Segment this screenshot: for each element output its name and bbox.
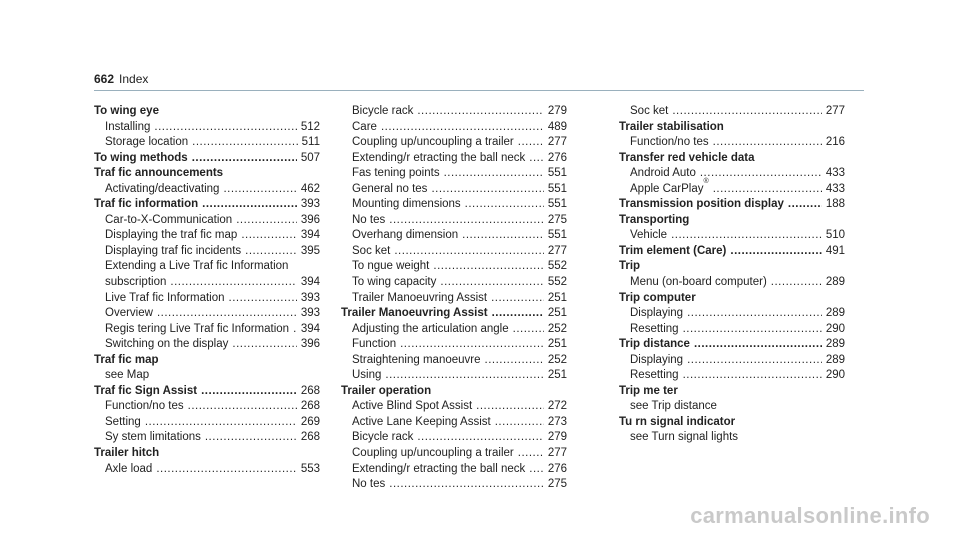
dot-leader <box>771 275 822 291</box>
index-subentry <box>341 446 567 462</box>
page-reference: 510 <box>825 229 845 242</box>
dot-leader <box>440 275 543 291</box>
index-subentry <box>94 275 320 291</box>
index-subentry <box>341 353 567 369</box>
entry-text: No tes <box>352 213 386 226</box>
index-subentry <box>94 399 320 415</box>
index-subentry <box>341 213 567 229</box>
index-heading <box>619 197 845 213</box>
page-reference: 272 <box>547 400 567 413</box>
index-subentry <box>341 415 567 431</box>
section-title: Index <box>119 72 149 86</box>
index-heading <box>341 306 567 322</box>
entry-text: To ngue weight <box>352 260 430 273</box>
entry-text: Transmission position display <box>619 198 784 211</box>
entry-text: Trailer operation <box>341 384 432 397</box>
entry-text: General no tes <box>352 182 428 195</box>
index-heading <box>94 104 320 120</box>
entry-text: Transfer red vehicle data <box>619 151 755 164</box>
entry-text: Vehicle <box>630 229 668 242</box>
entry-text: Displaying the traf fic map <box>105 229 238 242</box>
page-reference: 277 <box>547 136 567 149</box>
entry-text: see Map <box>105 369 150 382</box>
page-reference: 511 <box>301 136 320 149</box>
index-subentry <box>341 462 567 478</box>
index-subentry <box>619 177 845 198</box>
page-reference: 252 <box>547 322 567 335</box>
page-reference: 252 <box>547 353 567 366</box>
index-column-3 <box>619 104 845 446</box>
page-reference: 251 <box>547 307 567 320</box>
page-reference: 277 <box>547 447 567 460</box>
page-reference: 269 <box>300 415 320 428</box>
dot-leader <box>417 430 543 446</box>
page-reference: 268 <box>300 431 320 444</box>
entry-text: Live Traf fic Information <box>105 291 225 304</box>
entry-text: Trip distance <box>619 338 690 351</box>
entry-text: Trailer stabilisation <box>619 120 724 133</box>
entry-text: Menu (on-board computer) <box>630 276 767 289</box>
dot-leader <box>433 259 543 275</box>
dot-leader <box>683 368 822 384</box>
dot-leader <box>485 353 544 369</box>
dot-leader <box>192 135 298 151</box>
entry-text: Switching on the display <box>105 338 229 351</box>
page-reference: 290 <box>825 322 845 335</box>
index-heading <box>619 415 845 431</box>
entry-text: Resetting <box>630 369 679 382</box>
page-reference: 551 <box>547 167 567 180</box>
index-subentry <box>94 306 320 322</box>
entry-text: Axle load <box>105 462 153 475</box>
index-heading <box>619 337 845 353</box>
page-reference: 289 <box>825 353 845 366</box>
page-reference: 290 <box>825 369 845 382</box>
page-reference: 216 <box>825 136 845 149</box>
index-subentry <box>94 337 320 353</box>
index-column-2 <box>341 104 567 493</box>
dot-leader <box>788 197 822 213</box>
index-heading <box>94 384 320 400</box>
page-reference: 433 <box>825 167 845 180</box>
index-subentry <box>94 135 320 151</box>
entry-text: Extending/r etracting the ball neck <box>352 462 526 475</box>
entry-text: Function/no tes <box>630 136 709 149</box>
index-heading <box>341 384 567 400</box>
index-subentry <box>341 430 567 446</box>
page-reference: 277 <box>825 105 845 117</box>
dot-leader <box>687 353 822 369</box>
index-heading <box>619 120 845 136</box>
entry-text: Coupling up/uncoupling a trailer <box>352 447 514 460</box>
index-subentry <box>619 275 845 291</box>
dot-leader <box>394 244 543 260</box>
dot-leader <box>687 306 822 322</box>
entry-text: Traf fic information <box>94 198 199 211</box>
page-reference: 251 <box>547 369 567 382</box>
dot-leader <box>389 213 544 229</box>
page-reference: 551 <box>547 198 567 211</box>
entry-text: Overview <box>105 307 153 320</box>
registered-mark: ® <box>703 177 709 185</box>
index-subentry <box>341 259 567 275</box>
entry-text: Function/no tes <box>105 400 184 413</box>
entry-text: Extending a Live Traf fic Information <box>105 260 289 273</box>
entry-text: To wing eye <box>94 105 159 117</box>
index-column-1 <box>94 104 320 477</box>
dot-leader <box>201 384 297 400</box>
index-subentry <box>94 291 320 307</box>
dot-leader <box>170 275 296 291</box>
page-reference: 552 <box>547 276 567 289</box>
dot-leader <box>491 291 544 307</box>
entry-text: Android Auto <box>630 167 696 180</box>
index-subentry <box>94 259 320 275</box>
page-reference: 489 <box>547 120 567 133</box>
index-subentry <box>619 104 845 120</box>
dot-leader <box>465 197 544 213</box>
entry-text: To wing capacity <box>352 276 437 289</box>
index-subentry <box>341 151 567 167</box>
entry-text: Overhang dimension <box>352 229 459 242</box>
index-subentry <box>341 104 567 120</box>
index-heading <box>619 384 845 400</box>
entry-text: Activating/deactivating <box>105 182 220 195</box>
index-subentry <box>341 322 567 338</box>
index-subentry <box>94 322 320 338</box>
page-reference: 188 <box>825 198 845 211</box>
watermark: carmanualsonline.info <box>690 503 930 528</box>
entry-text: Trip computer <box>619 291 696 304</box>
index-subentry <box>94 228 320 244</box>
index-subentry <box>94 244 320 260</box>
entry-text: Sy stem limitations <box>105 431 201 444</box>
dot-leader <box>245 244 297 260</box>
entry-text: Bicycle rack <box>352 431 414 444</box>
page-reference: 396 <box>300 338 320 351</box>
page-reference: 552 <box>547 260 567 273</box>
page-reference: 393 <box>300 291 320 304</box>
index-heading <box>94 446 320 462</box>
index-subentry <box>341 291 567 307</box>
entry-text: Installing <box>105 120 151 133</box>
index-heading <box>619 259 845 275</box>
page-reference: 277 <box>547 244 567 257</box>
entry-text: Straightening manoeuvre <box>352 353 481 366</box>
dot-leader <box>713 182 822 198</box>
entry-text: Trailer Manoeuvring Assist <box>352 291 488 304</box>
page-reference: 393 <box>300 198 320 211</box>
entry-text: Trip me ter <box>619 384 678 397</box>
dot-leader <box>713 135 822 151</box>
page-reference: 491 <box>825 244 845 257</box>
entry-text: Trim element (Care) <box>619 244 727 257</box>
page-reference: 394 <box>300 276 320 289</box>
page-reference: 553 <box>300 462 320 475</box>
page-reference: 268 <box>300 400 320 413</box>
dot-leader <box>145 415 297 431</box>
dot-leader <box>192 151 297 167</box>
page-reference: 394 <box>300 322 320 335</box>
dot-leader <box>236 213 297 229</box>
entry-text: Resetting <box>630 322 679 335</box>
index-subentry <box>341 275 567 291</box>
page-reference: 289 <box>825 307 845 320</box>
dot-leader <box>385 368 543 384</box>
page-reference: 268 <box>300 384 320 397</box>
index-subentry <box>619 306 845 322</box>
entry-text: Using <box>352 369 382 382</box>
index-subentry <box>341 166 567 182</box>
dot-leader <box>202 197 297 213</box>
dot-leader <box>157 306 297 322</box>
entry-text: Trailer hitch <box>94 447 160 460</box>
index-subentry <box>94 415 320 431</box>
index-subentry <box>94 213 320 229</box>
dot-leader <box>156 462 297 478</box>
page-reference: 276 <box>547 151 567 164</box>
index-subentry <box>341 368 567 384</box>
dot-leader <box>518 446 544 462</box>
page-header <box>94 72 148 86</box>
dot-leader <box>700 166 822 182</box>
dot-leader <box>232 337 296 353</box>
index-subentry <box>341 228 567 244</box>
index-subentry <box>619 228 845 244</box>
dot-leader <box>223 182 296 198</box>
page-reference: 279 <box>547 105 567 117</box>
entry-text: see Turn signal lights <box>630 431 739 444</box>
entry-text: Traf fic Sign Assist <box>94 384 198 397</box>
dot-leader <box>205 430 297 446</box>
dot-leader <box>293 322 297 338</box>
page-reference: 275 <box>547 213 567 226</box>
dot-leader <box>229 291 297 307</box>
index-subentry <box>94 120 320 136</box>
entry-text: Transporting <box>619 213 690 226</box>
entry-text: Car-to-X-Communication <box>105 213 233 226</box>
entry-text: subscription <box>105 276 167 289</box>
index-subentry <box>341 477 567 493</box>
entry-text: Soc ket <box>352 244 391 257</box>
dot-leader <box>529 462 544 478</box>
page-reference: 551 <box>547 182 567 195</box>
index-subentry <box>341 399 567 415</box>
dot-leader <box>683 322 822 338</box>
index-subentry <box>94 462 320 478</box>
index-subentry <box>341 135 567 151</box>
index-heading <box>94 151 320 167</box>
entry-text: Regis tering Live Traf fic Information <box>105 322 290 335</box>
dot-leader <box>400 337 544 353</box>
entry-text: Traf fic announcements <box>94 167 224 180</box>
entry-text: see Trip distance <box>630 400 717 413</box>
index-subentry <box>619 430 845 446</box>
dot-leader <box>671 228 822 244</box>
dot-leader <box>444 166 544 182</box>
index-heading <box>94 353 320 369</box>
dot-leader <box>694 337 822 353</box>
page-reference: 273 <box>547 415 567 428</box>
index-subentry <box>341 182 567 198</box>
index-subentry <box>341 244 567 260</box>
page-reference: 289 <box>825 338 845 351</box>
index-heading <box>94 197 320 213</box>
dot-leader <box>672 104 821 120</box>
page-reference: 275 <box>547 478 567 491</box>
page-reference: 251 <box>547 338 567 351</box>
entry-text: Tu rn signal indicator <box>619 415 736 428</box>
entry-text: Bicycle rack <box>352 105 414 117</box>
index-heading <box>619 151 845 167</box>
index-subentry <box>94 182 320 198</box>
entry-text: Apple CarPlay <box>630 182 704 195</box>
entry-text: Coupling up/uncoupling a trailer <box>352 136 514 149</box>
page-reference: 551 <box>547 229 567 242</box>
entry-text: Storage location <box>105 136 189 149</box>
entry-text: Adjusting the articulation angle <box>352 322 509 335</box>
page-reference: 393 <box>300 307 320 320</box>
header-rule <box>94 90 864 91</box>
entry-text: Trip <box>619 260 641 273</box>
entry-text: Extending/r etracting the ball neck <box>352 151 526 164</box>
dot-leader <box>154 120 296 136</box>
entry-text: Care <box>352 120 377 133</box>
entry-text: Function <box>352 338 397 351</box>
index-subentry <box>619 322 845 338</box>
index-subentry <box>341 337 567 353</box>
page-reference: 462 <box>300 182 320 195</box>
dot-leader <box>462 228 544 244</box>
dot-leader <box>492 306 544 322</box>
index-subentry <box>94 430 320 446</box>
entry-text: Trailer Manoeuvring Assist <box>341 307 488 320</box>
index-subentry <box>619 368 845 384</box>
index-heading <box>619 291 845 307</box>
entry-text: Traf fic map <box>94 353 159 366</box>
index-subentry <box>619 353 845 369</box>
page-reference: 279 <box>547 431 567 444</box>
index-subentry <box>94 368 320 384</box>
page-reference: 394 <box>300 229 320 242</box>
dot-leader <box>381 120 544 136</box>
index-subentry <box>619 399 845 415</box>
index-subentry <box>619 135 845 151</box>
page-reference: 512 <box>300 120 320 133</box>
entry-text: Displaying <box>630 353 684 366</box>
index-subentry <box>341 120 567 136</box>
page-reference: 433 <box>825 182 845 195</box>
entry-text: No tes <box>352 478 386 491</box>
dot-leader <box>513 322 544 338</box>
dot-leader <box>495 415 544 431</box>
index-subentry <box>341 197 567 213</box>
dot-leader <box>431 182 543 198</box>
dot-leader <box>529 151 544 167</box>
page-reference: 395 <box>300 244 320 257</box>
page-reference: 289 <box>825 276 845 289</box>
entry-text: Fas tening points <box>352 167 440 180</box>
entry-text: Mounting dimensions <box>352 198 461 211</box>
dot-leader <box>389 477 544 493</box>
entry-text: To wing methods <box>94 151 188 164</box>
page-reference: 396 <box>300 213 320 226</box>
index-heading <box>94 166 320 182</box>
page-reference: 276 <box>547 462 567 475</box>
dot-leader <box>417 104 543 120</box>
entry-text: Displaying traf fic incidents <box>105 244 242 257</box>
dot-leader <box>730 244 821 260</box>
dot-leader <box>188 399 297 415</box>
entry-text: Active Blind Spot Assist <box>352 400 473 413</box>
dot-leader <box>241 228 297 244</box>
entry-text: Soc ket <box>630 105 669 117</box>
entry-text: Displaying <box>630 307 684 320</box>
page-reference: 251 <box>547 291 567 304</box>
page-number: 662 <box>94 72 115 86</box>
entry-text: Setting <box>105 415 141 428</box>
entry-text: Active Lane Keeping Assist <box>352 415 491 428</box>
dot-leader <box>476 399 544 415</box>
dot-leader <box>518 135 544 151</box>
index-subentry <box>619 166 845 182</box>
page-reference: 507 <box>300 151 320 164</box>
index-heading <box>619 213 845 229</box>
index-heading <box>619 244 845 260</box>
